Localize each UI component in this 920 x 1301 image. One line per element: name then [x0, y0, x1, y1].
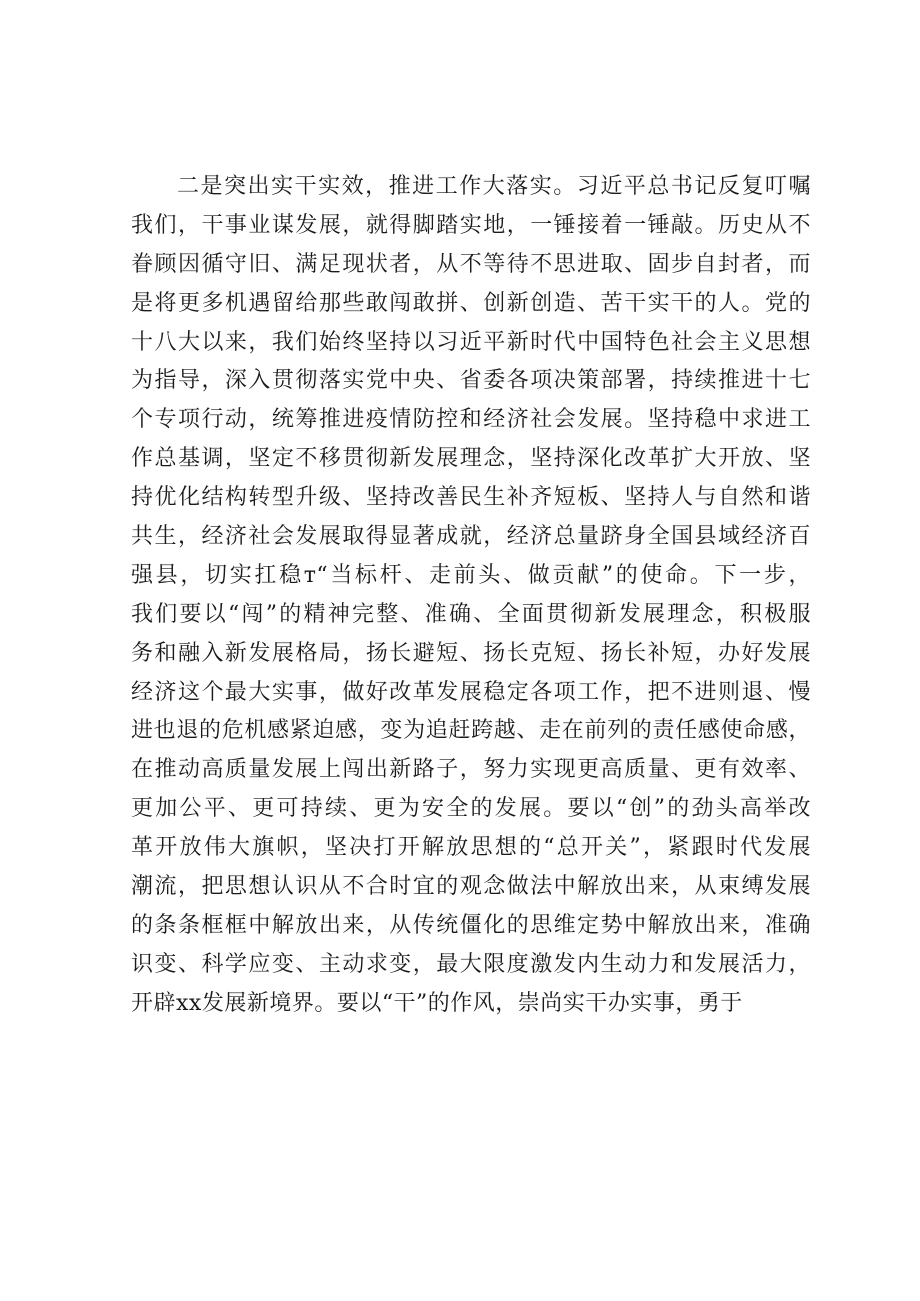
paragraph-line: 为指导，深入贯彻落实党中央、省委各项决策部署，持续推进十七 — [131, 368, 811, 394]
paragraph-line: 识变、科学应变、主动求变，最大限度激发内生动力和发展活力， — [131, 951, 811, 977]
paragraph-line: 共生，经济社会发展取得显著成就，经济总量跻身全国县域经济百 — [131, 524, 811, 550]
paragraph-line: 我们要以“闯”的精神完整、准确、全面贯彻新发展理念，积极服 — [131, 601, 811, 627]
paragraph-line: 务和融入新发展格局，扬长避短、扬长克短、扬长补短，办好发展 — [131, 640, 811, 666]
body-paragraph — [131, 168, 811, 1024]
paragraph-line: 眷顾因循守旧、满足现状者，从不等待不思进取、固步自封者，而 — [131, 251, 811, 277]
paragraph-line: 在推动高质量发展上闯出新路子，努力实现更高质量、更有效率、 — [131, 757, 811, 783]
paragraph-line: 二是突出实干实效，推进工作大落实。习近平总书记反复叮嘱 — [177, 174, 811, 199]
paragraph-line: 作总基调，坚定不移贯彻新发展理念，坚持深化改革扩大开放、坚 — [131, 446, 811, 472]
paragraph-line: 更加公平、更可持续、更为安全的发展。要以“创”的劲头高举改 — [131, 796, 811, 822]
paragraph-line: 持优化结构转型升级、坚持改善民生补齐短板、坚持人与自然和谐 — [131, 485, 811, 511]
paragraph-line: 个专项行动，统筹推进疫情防控和经济社会发展。坚持稳中求进工 — [131, 407, 811, 433]
paragraph-line: 革开放伟大旗帜，坚决打开解放思想的“总开关”，紧跟时代发展 — [131, 835, 811, 861]
paragraph-line: 强县，切实扛稳т“当标杆、走前头、做贡献”的使命。下一步， — [131, 562, 811, 588]
paragraph-line: 潮流，把思想认识从不合时宜的观念做法中解放出来，从束缚发展 — [131, 874, 811, 900]
paragraph-line: 十八大以来，我们始终坚持以习近平新时代中国特色社会主义思想 — [131, 329, 811, 355]
paragraph-line: 经济这个最大实事，做好改革发展稳定各项工作，把不进则退、慢 — [131, 679, 811, 705]
paragraph-line: 是将更多机遇留给那些敢闯敢拼、创新创造、苦干实干的人。党的 — [131, 290, 811, 316]
paragraph-line: 进也退的危机感紧迫感，变为追赶跨越、走在前列的责任感使命感， — [131, 718, 811, 744]
paragraph-line: 开辟xx发展新境界。要以“干”的作风，崇尚实干办实事，勇于 — [131, 990, 743, 1016]
paragraph-line: 的条条框框中解放出来，从传统僵化的思维定势中解放出来，准确 — [131, 912, 811, 938]
paragraph-line: 我们，干事业谋发展，就得脚踏实地，一锤接着一锤敲。历史从不 — [131, 212, 811, 238]
